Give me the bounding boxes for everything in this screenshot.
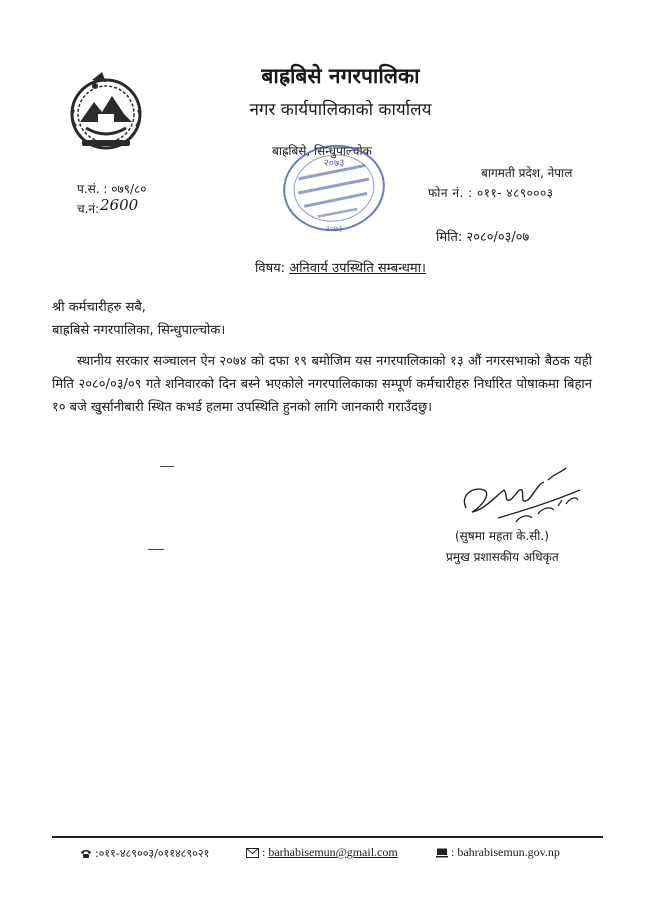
office-province: बागमती प्रदेश, नेपाल <box>481 166 573 180</box>
handwritten-signature <box>458 460 588 530</box>
office-phone: फोन नं. : ०११- ४८९०००३ <box>428 186 554 200</box>
subject-label: विषय: <box>255 261 286 276</box>
footer-divider <box>52 836 603 838</box>
footer-email-link[interactable]: barhabisemun@gmail.com <box>268 845 398 859</box>
footer-phone-text: :०११-४८९००३/०११४८९०२१ <box>95 847 210 860</box>
chalani-number: 2600 <box>100 196 139 214</box>
signer-title: प्रमुख प्रशासकीय अधिकृत <box>446 550 559 564</box>
footer-email <box>246 845 398 860</box>
computer-icon <box>436 848 448 858</box>
reference-number: प.सं. : ०७९/८० <box>77 182 147 196</box>
recipient-line-1: श्री कर्मचारीहरु सबै, <box>52 300 146 315</box>
stamp-year-bottom: २०७३ <box>325 224 343 233</box>
subject-line <box>0 258 661 276</box>
signer-name: (सुषमा महता के.सी.) <box>455 529 549 543</box>
footer-email-prefix: : <box>262 845 269 859</box>
chalani-label: च.नं: <box>77 202 100 216</box>
envelope-icon <box>246 848 259 858</box>
telephone-icon <box>80 849 92 859</box>
subject-text: अनिवार्य उपस्थिति सम्बन्धमा। <box>289 261 426 276</box>
stray-mark <box>160 466 174 467</box>
organization-name: बाह्रबिसे नगरपालिका <box>261 64 420 88</box>
footer-website-text[interactable]: : bahrabisemun.gov.np <box>451 845 560 859</box>
stray-mark <box>148 549 164 550</box>
office-stamp <box>278 140 390 235</box>
office-name: नगर कार्यपालिकाको कार्यालय <box>249 100 432 120</box>
office-location: बाह्रबिसे, सिन्धुपाल्चोक <box>272 144 372 158</box>
letter-body: स्थानीय सरकार सञ्चालन ऐन २०७४ को दफा १९ बमोजिम यस नगरपालिकाको १३ औं नगरसभाको बैठक यही मिति २०८०/०३/०९ गते शनिवारको दिन बस्ने भएकोले नगरपालिकाका सम्पूर्ण कर्मचारीहरु निर्धारित पोषाकमा बिहान १० बजे खुर्सानीबारी स्थित कभर्ड हलमा उपस्थिति हुनको लागि जानकारी गराउँदछु। <box>52 354 592 415</box>
recipient-line-2: बाह्रबिसे नगरपालिका, सिन्धुपाल्चोक। <box>52 323 226 338</box>
letter-date: मिति: २०८०/०३/०७ <box>436 230 530 245</box>
stamp-year: २०७३ <box>323 158 345 169</box>
footer-website <box>436 845 560 860</box>
footer-phone <box>80 846 209 861</box>
